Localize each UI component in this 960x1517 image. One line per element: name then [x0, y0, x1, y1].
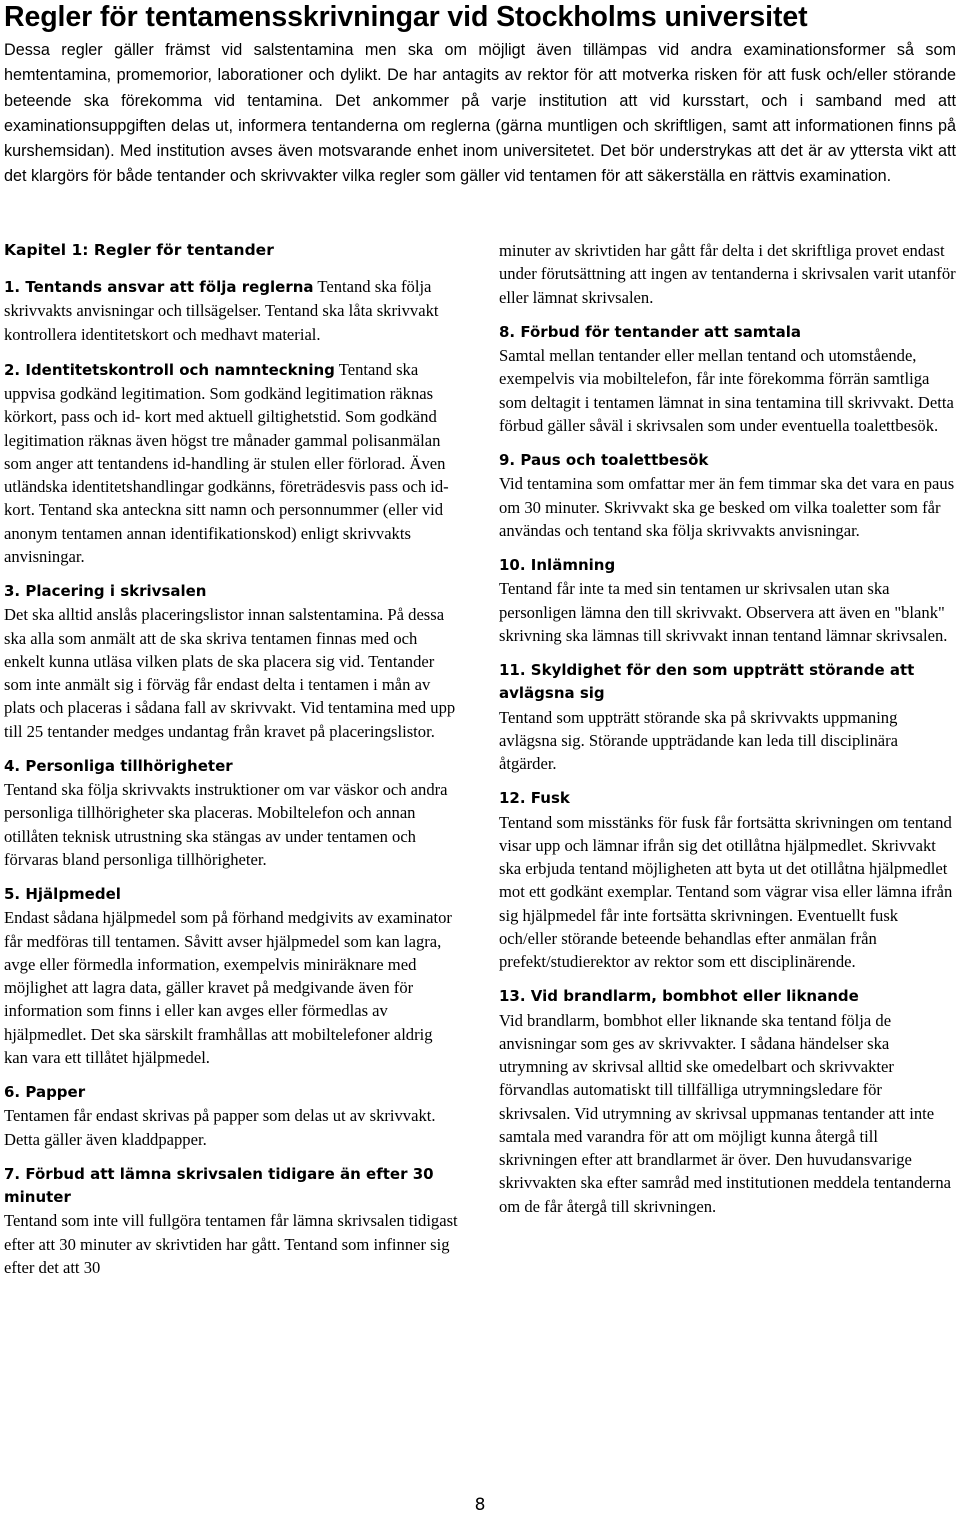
section-body: Tentand som inte vill fullgöra tentamen får lämna skrivsalen tidigast efter att 30 minuter av skrivtiden har gått. Tentand som infinner sig efter det att 30	[4, 1211, 458, 1277]
section-9	[499, 449, 956, 542]
section-heading: 4. Personliga tillhörigheter	[4, 756, 233, 775]
section-10	[499, 554, 956, 647]
section-body: Tentand ska uppvisa godkänd legitimation. Som godkänd legitimation räknas körkort, pass och id- kort med aktuell giltighetstid. Som godkänd legitimation räknas även högst tre månader gammal polisanmälan som anger att tentandens id-handling är stulen eller förlorad. Även utländska identitetshandlingar godkänns, företrädesvis pass och id-kort. Tentand ska anteckna sitt namn och personnummer (eller vid anonym tentamen annan identifikationskod) enligt skrivvakts anvisningar.	[4, 359, 449, 566]
section-heading: 7. Förbud att lämna skrivsalen tidigare än efter 30 minuter	[4, 1164, 434, 1206]
left-column	[4, 239, 458, 1291]
page-number: 8	[474, 1495, 486, 1515]
section-heading: 11. Skyldighet för den som uppträtt störande att avlägsna sig	[499, 661, 915, 703]
section-body: Tentand som misstänks för fusk får fortsätta skrivningen om tentand visar upp och lämnar ifrån sig det otillåtna hjälpmedlet. Skrivvakt ska erbjuda tentand möjligheten att byta ut det otillåtna hjälpmedlet mot ett godkänt exemplar. Tentand som vägrar visa eller lämna ifrån sig hjälpmedel får inte fortsätta skrivningen. Eventuellt fusk och/eller störande beteende behandlas efter anmälan från prefekt/studierektor av rektor som ett disciplinärende.	[499, 812, 953, 971]
section-body: minuter av skrivtiden har gått får delta i det skriftliga provet endast under förutsättning att ingen av tentanderna i skrivsalen varit utanför eller lämnat skrivsalen.	[499, 241, 956, 307]
section-body: Tentand ska följa skrivvakts instruktioner om var väskor och andra personliga tillhörigheter ska placeras. Mobiltelefon och annan otillåten teknisk utrustning ska stängas av under tentamen och förvaras bland personliga tillhörigheter.	[4, 780, 448, 869]
section-body: Det ska alltid anslås placeringslistor innan salstentamina. På dessa ska alla som anmält att de ska skriva tentamen finnas med och enkelt kunna utläsa vilken plats de ska placera sig vid. Tentander som inte anmält sig i förväg får endast delta i tentamen i mån av plats och placeras i sådana fall av skrivvakt. Vid tentamina med upp till 25 tentander medges undantag från kravet på placeringslistor.	[4, 605, 456, 741]
section-heading: 6. Papper	[4, 1083, 86, 1101]
section-heading: 2. Identitetskontroll och namnteckning	[4, 360, 335, 379]
section-heading: 9. Paus och toalettbesök	[499, 451, 709, 469]
section-heading: 10. Inlämning	[499, 556, 616, 574]
right-column	[499, 239, 956, 1230]
section-heading: 5. Hjälpmedel	[4, 885, 121, 903]
section-heading: 12. Fusk	[499, 789, 570, 808]
section-8	[499, 321, 956, 437]
section-body: Tentand ska följa skrivvakts anvisningar och tillsägelser. Tentand ska låta skrivvakt kontrollera identitetskort och medhavt material.	[4, 277, 439, 344]
section-7	[4, 1163, 458, 1279]
chapter-heading: Kapitel 1: Regler för tentander	[4, 241, 274, 259]
section-1	[4, 275, 458, 346]
section-body: Vid brandlarm, bombhot eller liknande ska tentand följa de anvisningar som ges av skrivvakter. I sådana händelser ska utrymning av skrivsal alltid ske omedelbart och skrivvakter förvandlas automatiskt till tillfälliga utrymningsledare för skrivsalen. Vid utrymning av skrivsal uppmanas tentander att inte samtala med varandra för att om möjligt kunna återgå till skrivningen efter att brandlarmet är över. Den huvudansvarige skrivvakten ska efter samråd med institutionen meddela tentanderna om de får återgå till skrivningen.	[499, 1010, 952, 1216]
page-title: Regler för tentamensskrivningar vid Stockholms universitet	[4, 1, 808, 33]
section-6	[4, 1081, 458, 1151]
section-7-continued	[499, 239, 956, 309]
intro-paragraph: Dessa regler gäller främst vid salstentamina men ska om möjligt även tillämpas vid andra examinationsformer så som hemtentamina, promemorior, laborationer och dylikt. De har antagits av rektor för att motverka risken för att fusk och/eller störande beteende ska förekomma vid tentamina. Det ankommer på varje institution att vid kursstart, och i samband med att examinationsuppgiften delas ut, informera tentanderna om reglerna (gärna muntligen och skriftligen, samt att informationen finns på kurshemsidan). Med institution avses även motsvarande enhet inom universitetet. Det bör understrykas att det är av yttersta vikt att det klargörs för både tentander och skrivvakter vilka regler som gäller vid tentamen för att säkerställa en rättvis examination.	[4, 41, 956, 186]
section-2	[4, 358, 458, 568]
section-13	[499, 985, 956, 1218]
section-body: Tentand får inte ta med sin tentamen ur skrivsalen utan ska personligen lämna den till skrivvakt. Observera att även en "blank" skrivning ska lämnas till skrivvakt innan tentand lämnar skrivsalen.	[499, 579, 948, 645]
section-heading: 13. Vid brandlarm, bombhot eller liknande	[499, 987, 859, 1006]
section-body: Tentamen får endast skrivas på papper som delas ut av skrivvakt. Detta gäller även kladdpapper.	[4, 1106, 436, 1149]
section-body: Tentand som uppträtt störande ska på skrivvakts uppmaning avlägsna sig. Störande uppträdande kan leda till disciplinära åtgärder.	[499, 707, 899, 773]
section-11	[499, 659, 956, 775]
section-3	[4, 580, 458, 743]
section-body: Samtal mellan tentander eller mellan tentand och utomstående, exempelvis via mobiltelefon, får inte förekomma förrän samtliga som deltagit i tentamen lämnat in sina tentamina till skrivvakt. Detta förbud gäller såväl i skrivsalen som under eventuella toalettbesök.	[499, 346, 954, 435]
section-12	[499, 787, 956, 973]
section-body: Endast sådana hjälpmedel som på förhand medgivits av examinator får medföras till tentamen. Såvitt avser hjälpmedel som kan lagra, avge eller förmedla information, exempelvis miniräknare med möjlighet att lagra data, gäller kravet på medgivande även för information som finns i eller kan avges eller förmedlas av hjälpmedlet. Det ska särskilt framhållas att mobiltelefoner aldrig kan vara ett tillåtet hjälpmedel.	[4, 908, 452, 1067]
section-body: Vid tentamina som omfattar mer än fem timmar ska det vara en paus om 30 minuter. Skrivvakt ska ge besked om vilka toaletter som får användas och tentand ska följa skrivvakts anvisningar.	[499, 474, 955, 540]
section-heading: 3. Placering i skrivsalen	[4, 582, 207, 600]
section-heading: 1. Tentands ansvar att följa reglerna	[4, 278, 314, 296]
section-heading: 8. Förbud för tentander att samtala	[499, 322, 801, 341]
section-4	[4, 755, 458, 871]
section-5	[4, 883, 458, 1069]
